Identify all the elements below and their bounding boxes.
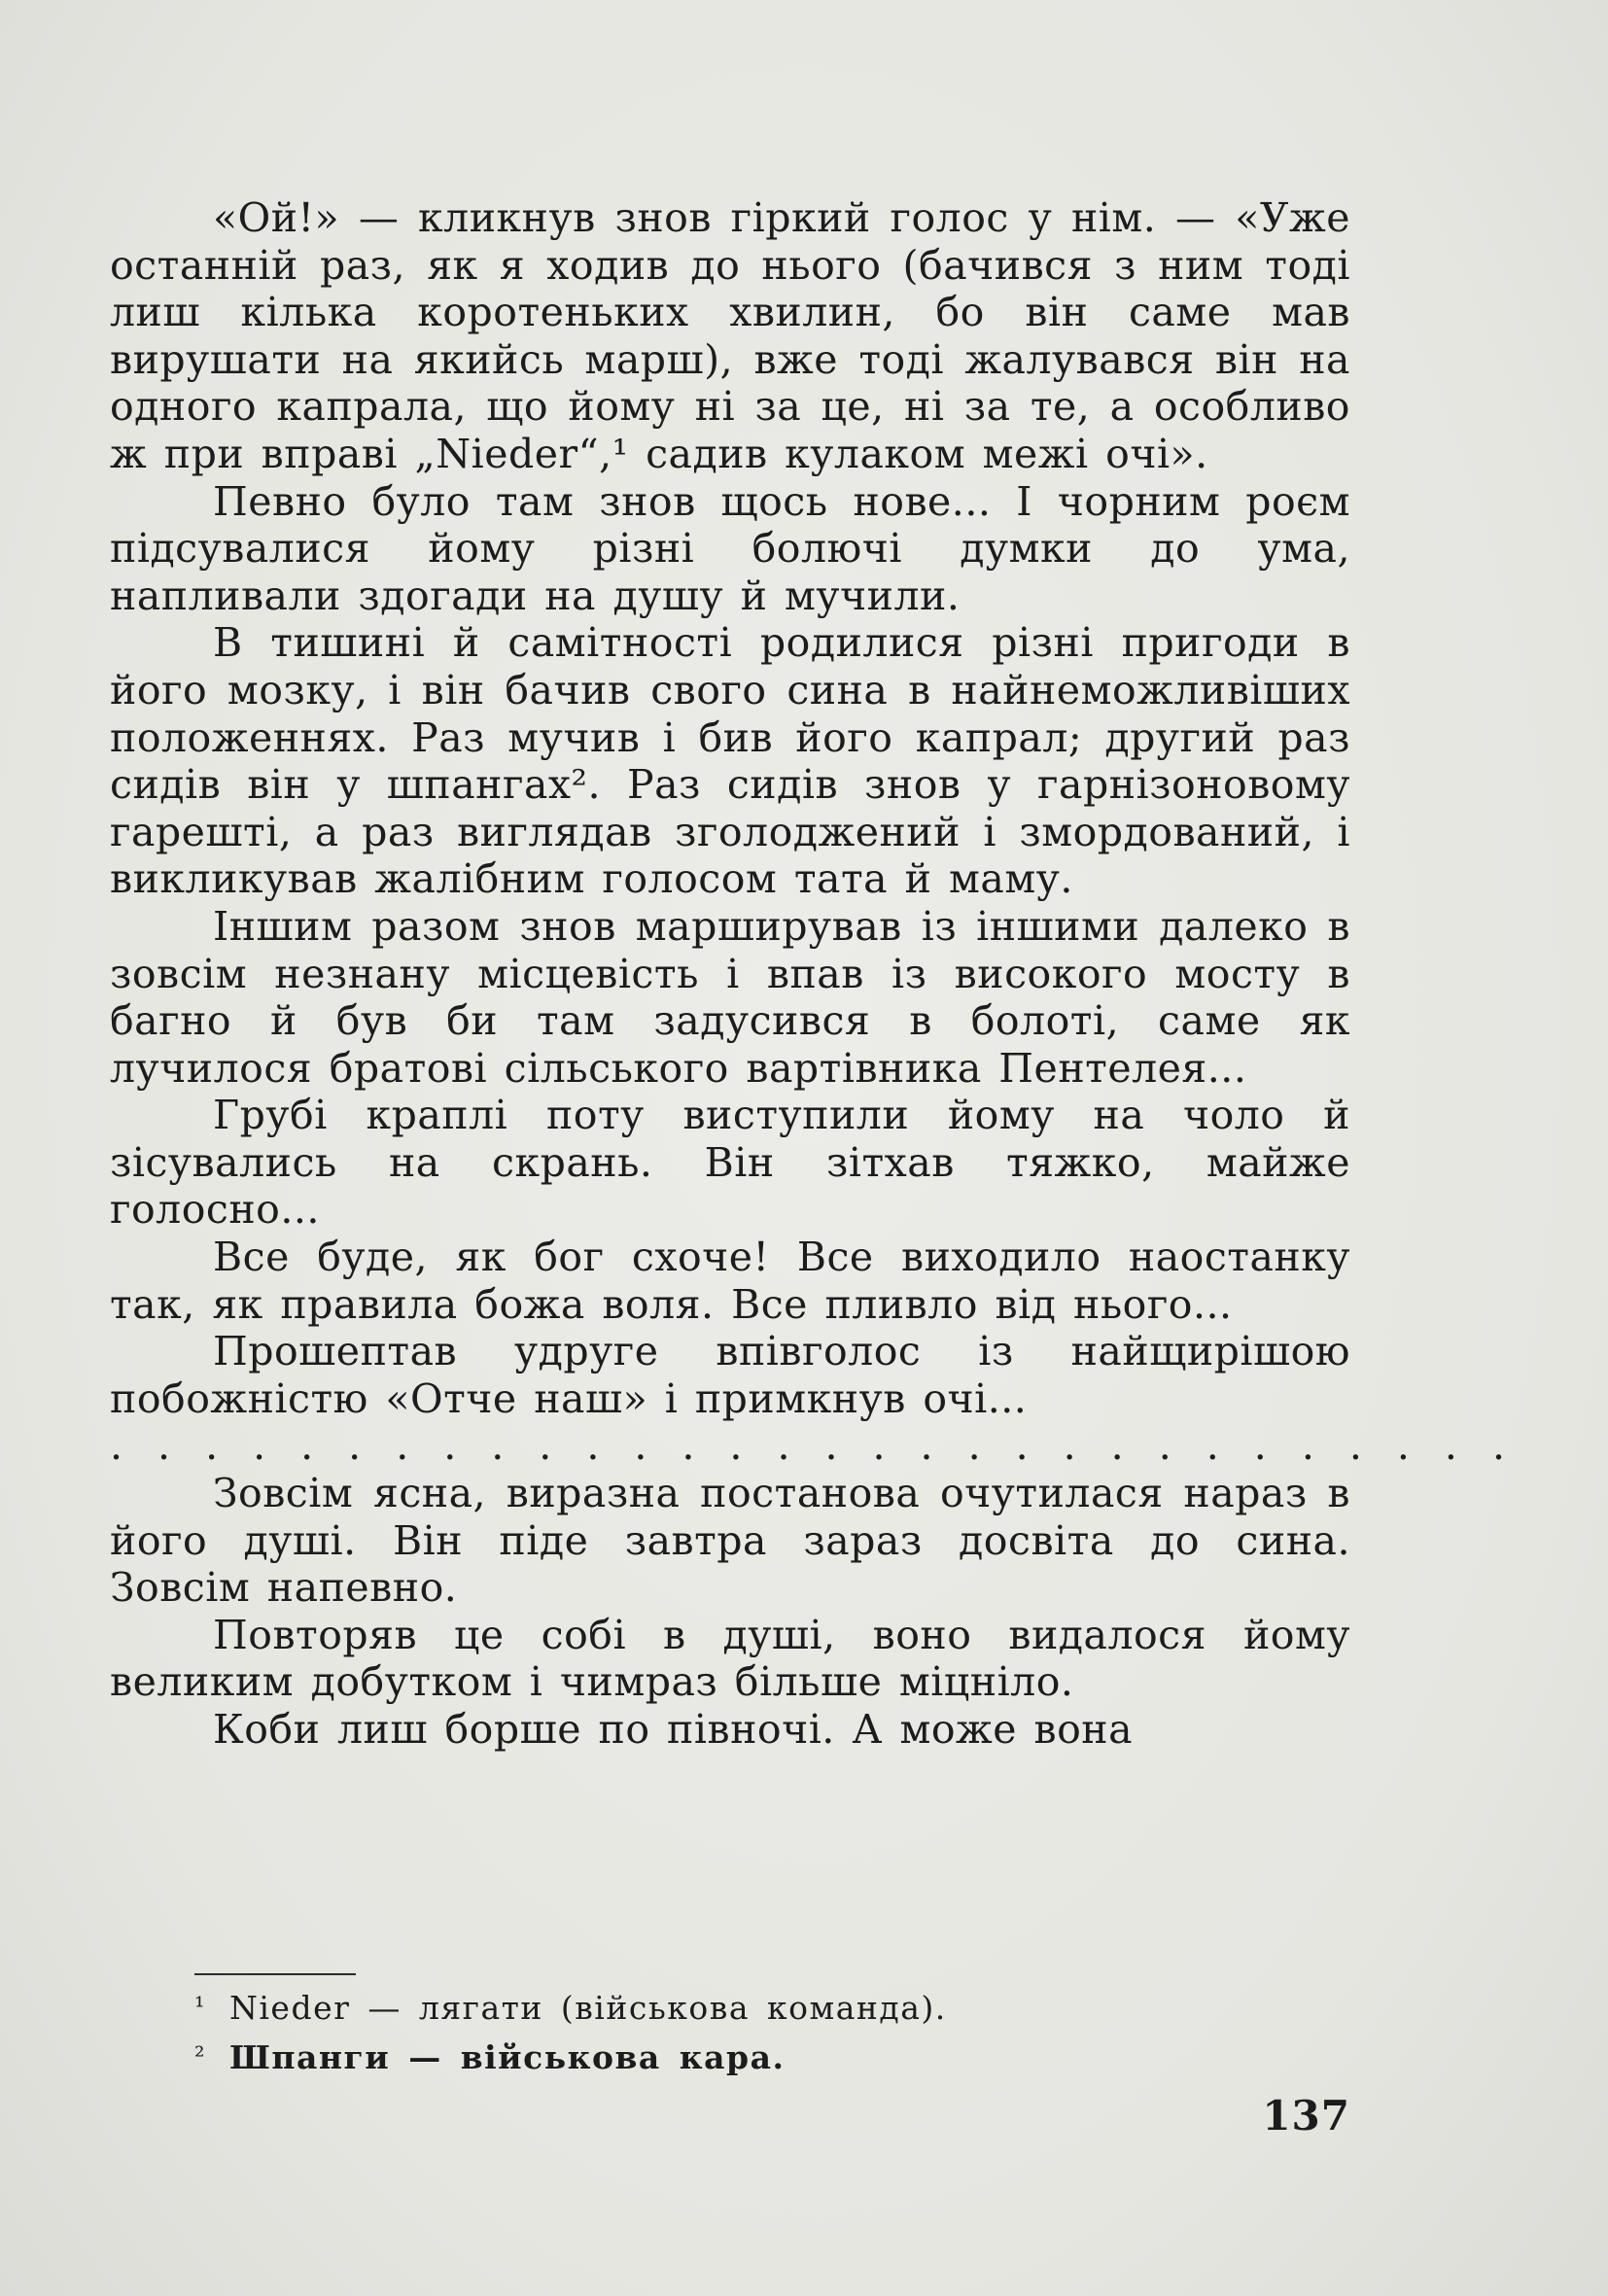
page-number: 137 (1262, 2092, 1350, 2139)
footnote-divider (194, 1973, 356, 1975)
footnote-mark: ² (194, 2042, 206, 2071)
section-separator: .............................. (110, 1422, 1540, 1470)
footnote-text: Шпанги — військова кара. (229, 2038, 786, 2076)
paragraph: Іншим разом знов марширував із іншими далеко в зовсім незнану місцевість і впав із високого мосту в багно й був би там задусився в болоті, саме як лучилося братові сільського вартівника Пентелея... (110, 902, 1350, 1092)
paragraph: Повторяв це собі в душі, воно видалося йому великим добутком і чимраз більше міцніло. (110, 1611, 1350, 1706)
paragraph: «Ой!» — кликнув знов гіркий голос у нім. — «Уже останній раз, як я ходив до нього (бачився з ним тоді лиш кілька коротеньких хвилин, бо він саме мав вирушати на якийсь марш), вже тоді жалувався він на одного капрала, що йому ні за це, ні за те, а особливо ж при вправі „Nieder“,¹ садив кулаком межі очі». (110, 194, 1350, 477)
paragraph: Зовсім ясна, виразна постанова очутилася нараз в його душі. Він піде завтра зараз досвіта до сина. Зовсім напевно. (110, 1470, 1350, 1612)
paragraph: Певно було там знов щось нове... І чорним роєм підсувалися йому різні болючі думки до ума, напливали здогади на душу й мучили. (110, 477, 1350, 619)
footnote (194, 2033, 1167, 2082)
paragraph: Грубі краплі поту виступили йому на чоло й зісувались на скрань. Він зітхав тяжко, майже голосно... (110, 1092, 1350, 1234)
paragraph: Коби лиш борше по півночі. А може вона (213, 1706, 1134, 1753)
paragraph: Прошептав удруге впівголос із найщирішою побожністю «Отче наш» і примкнув очі... (110, 1328, 1350, 1422)
paragraph: В тишині й самітності родилися різні пригоди в його мозку, і він бачив свого сина в найнеможливіших положеннях. Раз мучив і бив його капрал; другий раз сидів він у шпангах². Раз сидів знов у гарнізоновому гарешті, а раз виглядав зголоджений і змордований, і викликував жалібним голосом тата й маму. (110, 619, 1350, 903)
footnote-text: Nieder — лягати (військова команда). (229, 1989, 947, 2027)
body-text (110, 194, 1540, 1754)
footnotes (194, 1983, 1167, 2082)
footnote (194, 1983, 1167, 2033)
paragraph: Все буде, як бог схоче! Все виходило наостанку так, як правила божа воля. Все пливло від нього... (110, 1234, 1350, 1328)
footnote-mark: ¹ (194, 1993, 206, 2022)
